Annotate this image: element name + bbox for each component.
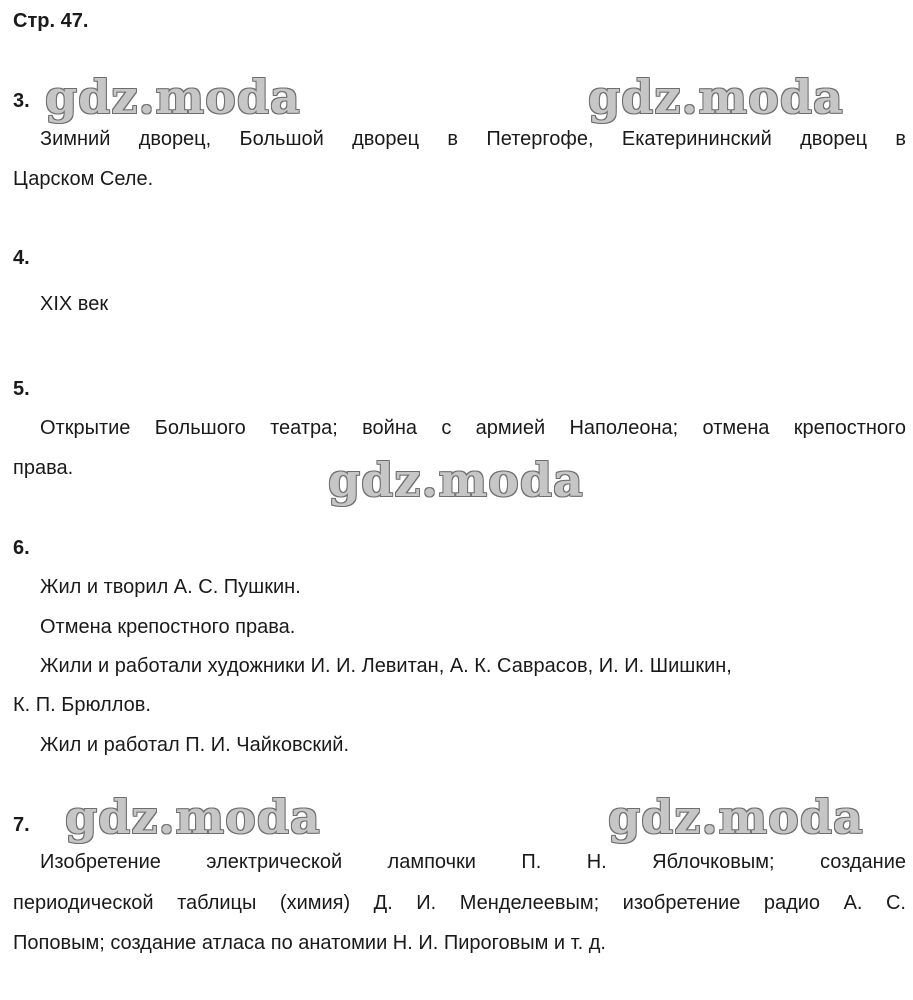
item-7-number: 7. [13, 814, 30, 836]
item-7-line-3: Поповым; создание атласа по анатомии Н. И. Пироговым и т. д. [13, 932, 606, 954]
item-7-line-1: Изобретение электрической лампочки П. Н. Яблочковым; создание [40, 851, 906, 873]
item-6-number: 6. [13, 537, 30, 559]
item-3-line-2: Царском Селе. [13, 168, 154, 190]
item-5-line-2: права. [13, 457, 74, 479]
watermark: gdz.moda [328, 453, 584, 507]
item-5-number: 5. [13, 378, 30, 400]
item-6-line-5: Жил и работал П. И. Чайковский. [40, 734, 350, 756]
watermark: gdz.moda [45, 70, 301, 124]
watermark: gdz.moda [65, 790, 321, 844]
item-6-line-3: Жили и работали художники И. И. Левитан, А. К. Саврасов, И. И. Шишкин, [40, 655, 732, 677]
item-6-line-1: Жил и творил А. С. Пушкин. [40, 576, 301, 598]
item-4-line-1: XIX век [40, 293, 109, 315]
page-title: Стр. 47. [13, 10, 89, 32]
item-5-line-1: Открытие Большого театра; война с армией Наполеона; отмена крепостного [40, 417, 906, 439]
item-6-line-4: К. П. Брюллов. [13, 694, 151, 716]
item-4-number: 4. [13, 247, 30, 269]
item-3-line-1: Зимний дворец, Большой дворец в Петергофе, Екатерининский дворец в [40, 128, 906, 150]
item-6-line-2: Отмена крепостного права. [40, 616, 296, 638]
item-3-number: 3. [13, 90, 30, 112]
watermark: gdz.moda [608, 790, 864, 844]
item-7-line-2: периодической таблицы (химия) Д. И. Менделеевым; изобретение радио А. С. [13, 892, 906, 914]
watermark: gdz.moda [588, 70, 844, 124]
